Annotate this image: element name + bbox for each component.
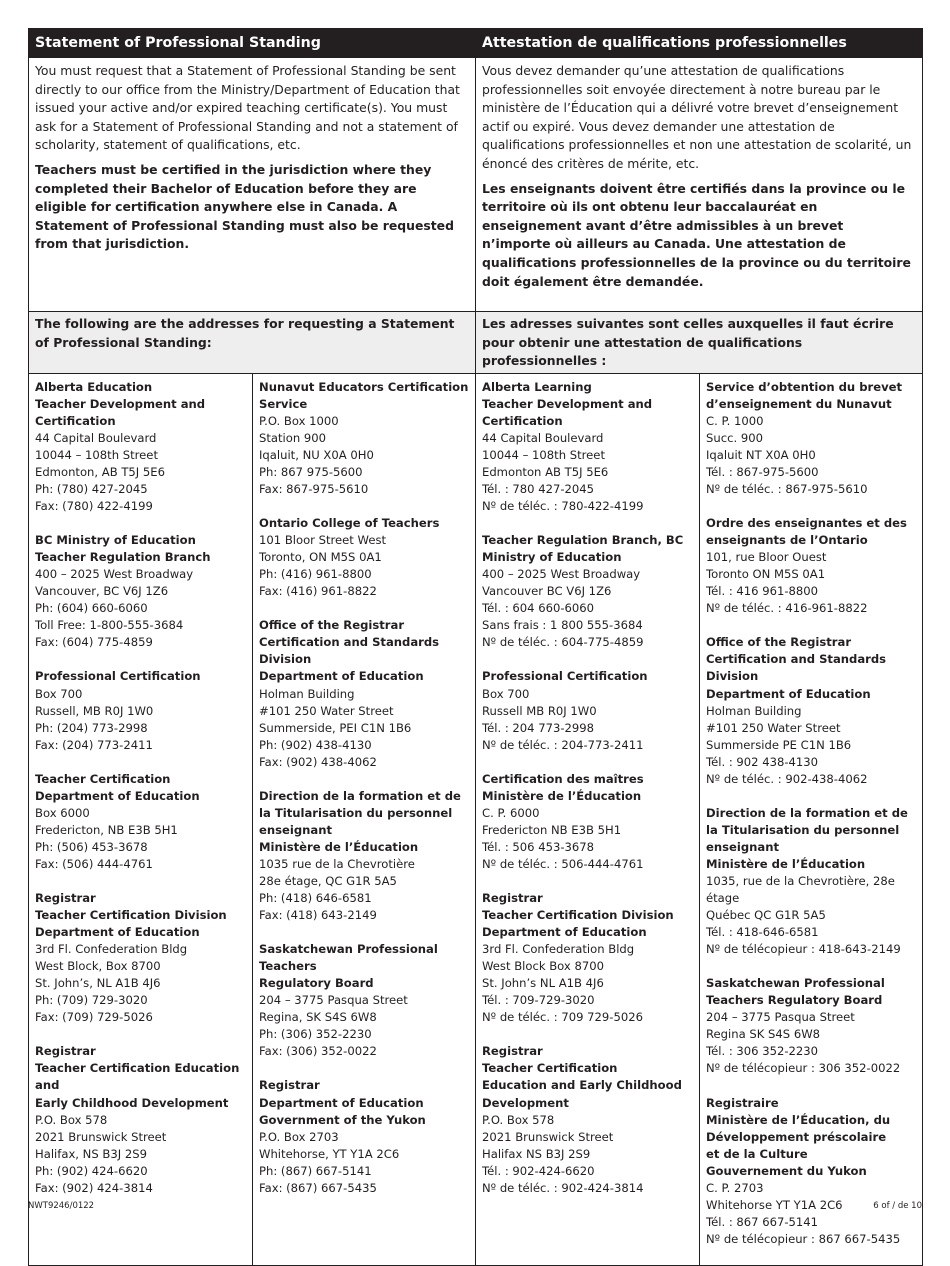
address-line: P.O. Box 578 <box>35 1112 108 1127</box>
address-block <box>259 788 469 924</box>
address-org-line: Registraire <box>706 1095 779 1110</box>
address-line: 3rd Fl. Confederation Bldg <box>35 942 188 957</box>
address-line: Ph: (902) 438-4130 <box>259 737 372 752</box>
address-line: Ph: (867) 667-5141 <box>259 1163 372 1178</box>
address-org-line: Department of Education <box>35 925 200 940</box>
address-block <box>482 668 693 753</box>
address-org-line: Saskatchewan Professional <box>706 976 885 991</box>
address-line: Ph: (506) 453-3678 <box>35 839 148 854</box>
address-org-line: Ordre des enseignantes et des <box>706 516 907 531</box>
address-org-line: Department of Education <box>259 669 424 684</box>
address-line: Whitehorse, YT Y1A 2C6 <box>259 1146 400 1161</box>
address-org-line: Service d’obtention du brevet <box>706 379 903 394</box>
address-org-line: Ministère de l’Éducation <box>259 839 419 854</box>
address-line: Ph: (780) 427-2045 <box>35 482 148 497</box>
address-line: Nº de téléc. : 604-775-4859 <box>482 635 644 650</box>
address-block <box>259 1077 469 1196</box>
address-block <box>706 634 916 787</box>
address-org-line: Professional Certification <box>35 669 201 684</box>
address-line: Fax: (604) 775-4859 <box>35 635 153 650</box>
intro-fr-bold-paragraph: Les enseignants doivent être certifiés dans la province ou le territoire où ils ont obtenu leur baccalauréat en enseignement avant d’être admissibles à un brevet n’importe où ailleurs au Canada. Une attestation de qualifications professionnelles de la province ou du territoire doit également être demandée. <box>482 180 911 289</box>
address-org-line: Professional Certification <box>482 669 648 684</box>
address-line: St. John’s, NL A1B 4J6 <box>35 976 161 991</box>
address-org-line: Teacher Certification Division <box>35 908 227 923</box>
address-line: Tél. : 204 773-2998 <box>482 720 595 735</box>
address-line: West Block, Box 8700 <box>35 959 161 974</box>
address-block <box>706 515 916 617</box>
address-line: Regina SK S4S 6W8 <box>706 1027 821 1042</box>
address-line: St. John’s NL A1B 4J6 <box>482 976 604 991</box>
address-line: Russell, MB R0J 1W0 <box>35 703 154 718</box>
address-line: Tél. : 867-975-5600 <box>706 465 819 480</box>
address-block <box>482 890 693 1026</box>
address-column-fr-1 <box>476 373 700 1265</box>
address-line: Ph: (902) 424-6620 <box>35 1163 148 1178</box>
address-line: Ph: (306) 352-2230 <box>259 1027 372 1042</box>
address-line: 3rd Fl. Confederation Bldg <box>482 942 635 957</box>
address-line: Box 700 <box>35 686 83 701</box>
address-line: Succ. 900 <box>706 430 763 445</box>
address-block <box>259 941 469 1060</box>
address-line: Box 700 <box>482 686 530 701</box>
address-org-line: Early Childhood Development <box>35 1095 229 1110</box>
address-line: C. P. 1000 <box>706 413 764 428</box>
address-org-line: Teacher Development and <box>35 396 206 411</box>
address-org-line: Teacher Certification Division <box>482 908 674 923</box>
address-org-line: Certification des maîtres <box>482 771 644 786</box>
address-line: P.O. Box 1000 <box>259 413 339 428</box>
address-org-line: Gouvernement du Yukon <box>706 1163 867 1178</box>
address-block <box>35 668 246 753</box>
intro-en <box>29 58 476 312</box>
address-line: Nº de téléc. : 416-961-8822 <box>706 601 868 616</box>
address-block <box>259 379 469 498</box>
address-org-line: Education and Early Childhood <box>482 1078 682 1093</box>
address-line: Ph: (709) 729-3020 <box>35 993 148 1008</box>
address-block <box>706 975 916 1077</box>
address-line: Tél. : 506 453-3678 <box>482 839 595 854</box>
address-org-line: Department of Education <box>259 1095 424 1110</box>
address-line: Nº de téléc. : 867-975-5610 <box>706 482 868 497</box>
address-line: Nº de téléc. : 506-444-4761 <box>482 856 644 871</box>
address-org-line: Certification and Standards Division <box>706 652 887 684</box>
address-org-line: Teacher Certification <box>482 1061 618 1076</box>
address-line: Iqaluit NT X0A 0H0 <box>706 447 816 462</box>
address-block <box>35 1043 246 1196</box>
address-line: 101 Bloor Street West <box>259 533 387 548</box>
address-line: 2021 Brunswick Street <box>35 1129 167 1144</box>
address-line: Vancouver BC V6J 1Z6 <box>482 584 612 599</box>
address-org-line: Service <box>259 396 308 411</box>
address-line: Edmonton, AB T5J 5E6 <box>35 465 165 480</box>
address-line: Regina, SK S4S 6W8 <box>259 1010 377 1025</box>
address-org-line: Développement préscolaire <box>706 1129 887 1144</box>
address-line: 44 Capital Boulevard <box>482 430 604 445</box>
address-line: 204 – 3775 Pasqua Street <box>706 1010 855 1025</box>
address-line: Nº de téléc. : 204-773-2411 <box>482 737 644 752</box>
address-line: Nº de télécopieur : 306 352-0022 <box>706 1061 901 1076</box>
address-org-line: Registrar <box>35 891 96 905</box>
page-number: 6 of / de 10 <box>873 1201 922 1211</box>
address-org-line: Certification and Standards Division <box>259 635 440 667</box>
intro-en-bold-paragraph: Teachers must be certified in the jurisdiction where they completed their Bachelor of Education before they are eligible for certification anywhere else in Canada. A Statement of Professional Standing must also be requested from that jurisdiction. <box>35 161 454 252</box>
address-line: P.O. Box 2703 <box>259 1129 339 1144</box>
address-line: P.O. Box 578 <box>482 1112 555 1127</box>
address-line: Fax: (709) 729-5026 <box>35 1010 153 1025</box>
address-line: #101 250 Water Street <box>706 720 841 735</box>
address-line: Halifax NS B3J 2S9 <box>482 1146 591 1161</box>
address-block <box>706 1095 916 1248</box>
address-org-line: Registrar <box>259 1078 320 1093</box>
address-column-en-1 <box>29 373 253 1265</box>
address-line: Ph: (204) 773-2998 <box>35 720 148 735</box>
addresses-heading-fr: Les adresses suivantes sont celles auxquelles il faut écrire pour obtenir une attestation de qualifications professionnelles : <box>476 312 923 374</box>
address-org-line: Direction de la formation et de <box>706 805 908 820</box>
address-org-line: Teacher Development and <box>482 396 653 411</box>
address-line: 1035, rue de la Chevrotière, 28e <box>706 874 895 888</box>
address-line: Tél. : 604 660-6060 <box>482 601 595 616</box>
address-org-line: Ministère de l’Éducation, du <box>706 1112 891 1127</box>
address-line: Fax: (204) 773-2411 <box>35 737 153 752</box>
address-line: C. P. 6000 <box>482 805 540 820</box>
address-org-line: et de la Culture <box>706 1146 808 1161</box>
address-org-line: Saskatchewan Professional Teachers <box>259 942 438 974</box>
address-line: Ph: (604) 660-6060 <box>35 601 148 616</box>
address-org-line: Ontario College of Teachers <box>259 516 440 531</box>
address-line: Tél. : 418-646-6581 <box>706 925 819 940</box>
address-line: Fredericton, NB E3B 5H1 <box>35 822 178 837</box>
address-line: Edmonton AB T5J 5E6 <box>482 465 609 480</box>
address-org-line: Alberta Education <box>35 379 153 394</box>
address-line: Sans frais : 1 800 555-3684 <box>482 618 643 633</box>
address-line: 44 Capital Boulevard <box>35 430 157 445</box>
address-org-line: la Titularisation du personnel <box>706 822 900 837</box>
address-line: Fax: (416) 961-8822 <box>259 584 377 599</box>
address-line: Fredericton NB E3B 5H1 <box>482 822 622 837</box>
address-line: C. P. 2703 <box>706 1180 764 1195</box>
address-line: Nº de téléc. : 709 729-5026 <box>482 1010 643 1025</box>
address-line: Ph: (418) 646-6581 <box>259 891 372 906</box>
address-line: 204 – 3775 Pasqua Street <box>259 993 408 1008</box>
address-line: Fax: (780) 422-4199 <box>35 499 153 514</box>
address-line: Station 900 <box>259 430 327 445</box>
address-org-line: Department of Education <box>35 788 200 803</box>
section-title-fr: Attestation de qualifications professionnelles <box>476 29 923 58</box>
address-org-line: Government of the Yukon <box>259 1112 426 1127</box>
address-line: Russell MB R0J 1W0 <box>482 703 597 718</box>
address-line: Halifax, NS B3J 2S9 <box>35 1146 147 1161</box>
address-line: Tél. : 902-424-6620 <box>482 1163 595 1178</box>
address-line: Tél. : 306 352-2230 <box>706 1044 819 1059</box>
address-org-line: Ministry of Education <box>482 550 622 565</box>
address-line: Nº de téléc. : 902-438-4062 <box>706 771 868 786</box>
intro-en-paragraph: You must request that a Statement of Professional Standing be sent directly to our office from the Ministry/Department of Education that issued your active and/or expired teaching certificate(s). You must ask for a Statement of Professional Standing and not a statement of scholarity, statement of qualifications, etc. <box>35 63 460 153</box>
address-org-line: Ministère de l’Éducation <box>482 788 642 803</box>
address-block <box>35 771 246 873</box>
address-block <box>35 890 246 1026</box>
address-org-line: enseignants de l’Ontario <box>706 533 868 548</box>
address-line: Fax: (506) 444-4761 <box>35 856 153 871</box>
address-line: Fax: (902) 438-4062 <box>259 754 377 769</box>
address-line: Whitehorse YT Y1A 2C6 <box>706 1197 843 1212</box>
address-line: Québec QC G1R 5A5 <box>706 908 826 923</box>
address-org-line: la Titularisation du personnel <box>259 805 453 820</box>
address-org-line: Office of the Registrar <box>259 618 405 633</box>
address-line: Holman Building <box>706 703 802 718</box>
address-line: Nº de téléc. : 780-422-4199 <box>482 499 644 514</box>
address-org-line: Alberta Learning <box>482 379 592 394</box>
address-org-line: Nunavut Educators Certification <box>259 379 469 394</box>
address-line: Nº de télécopieur : 418-643-2149 <box>706 942 901 957</box>
address-org-line: Ministère de l’Éducation <box>706 856 866 871</box>
address-line: Nº de télécopieur : 867 667-5435 <box>706 1231 901 1246</box>
address-org-line: d’enseignement du Nunavut <box>706 396 892 411</box>
form-page <box>28 28 922 1266</box>
address-block <box>706 805 916 958</box>
address-line: Ph: (416) 961-8800 <box>259 567 372 582</box>
address-line: 400 – 2025 West Broadway <box>482 567 641 582</box>
address-block <box>482 532 693 651</box>
address-line: Fax: 867-975-5610 <box>259 482 369 497</box>
intro-fr-paragraph: Vous devez demander qu’une attestation de qualifications professionnelles soit envoyée directement à notre bureau par le ministère de l’Éducation qui a délivré votre brevet d’enseignement actif ou expiré. Vous devez demander une attestation de qualifications professionnelles et non une attestation de scolarité, un énoncé des critères de mérite, etc. <box>482 63 912 171</box>
address-line: Nº de téléc. : 902-424-3814 <box>482 1180 644 1195</box>
address-line: Box 6000 <box>35 805 90 820</box>
address-line: Tél. : 780 427-2045 <box>482 482 595 497</box>
address-line: 10044 – 108th Street <box>482 447 605 462</box>
address-block <box>259 515 469 600</box>
address-line: Toronto, ON M5S 0A1 <box>259 550 382 565</box>
address-line: Tél. : 867 667-5141 <box>706 1214 819 1229</box>
address-line: Fax: (418) 643-2149 <box>259 908 377 923</box>
address-block <box>482 379 693 515</box>
address-org-line: Teacher Certification <box>35 771 171 786</box>
standing-table <box>28 28 923 1266</box>
address-line: Tél. : 902 438-4130 <box>706 754 819 769</box>
address-block <box>259 617 469 770</box>
address-line: Toll Free: 1-800-555-3684 <box>35 618 184 633</box>
address-line: Summerside, PEI C1N 1B6 <box>259 720 412 735</box>
address-line: Vancouver, BC V6J 1Z6 <box>35 584 169 599</box>
address-org-line: Department of Education <box>482 925 647 940</box>
form-number: NWT9246/0122 <box>28 1201 95 1211</box>
address-org-line: Development <box>482 1095 569 1110</box>
address-org-line: Direction de la formation et de <box>259 788 461 803</box>
address-line: Iqaluit, NU X0A 0H0 <box>259 447 374 462</box>
address-line: Ph: 867 975-5600 <box>259 465 363 480</box>
address-line: 10044 – 108th Street <box>35 447 158 462</box>
address-line: Toronto ON M5S 0A1 <box>706 567 826 582</box>
section-title-en: Statement of Professional Standing <box>29 29 476 58</box>
address-block <box>35 379 246 515</box>
intro-fr <box>476 58 923 312</box>
address-column-fr-2 <box>700 373 923 1265</box>
address-org-line: BC Ministry of Education <box>35 533 196 548</box>
address-line: Fax: (306) 352-0022 <box>259 1044 377 1059</box>
address-block <box>482 1043 693 1196</box>
address-org-line: enseignant <box>706 839 780 854</box>
address-line: 101, rue Bloor Ouest <box>706 550 827 565</box>
address-org-line: Department of Education <box>706 686 871 701</box>
address-line: Tél. : 416 961-8800 <box>706 584 819 599</box>
address-block <box>482 771 693 873</box>
address-line: 400 – 2025 West Broadway <box>35 567 194 582</box>
address-org-line: Registrar <box>482 891 543 905</box>
address-org-line: enseignant <box>259 822 333 837</box>
address-org-line: Certification <box>482 413 563 428</box>
address-line: 1035 rue de la Chevrotière <box>259 856 415 871</box>
address-org-line: Teacher Regulation Branch, BC <box>482 533 684 548</box>
address-org-line: Registrar <box>35 1044 96 1059</box>
address-line: Holman Building <box>259 686 355 701</box>
address-line: #101 250 Water Street <box>259 703 394 718</box>
address-org-line: Regulatory Board <box>259 976 374 991</box>
address-org-line: Office of the Registrar <box>706 635 852 650</box>
address-org-line: Certification <box>35 413 116 428</box>
address-column-en-2 <box>253 373 476 1265</box>
addresses-heading-en: The following are the addresses for requesting a Statement of Professional Standing: <box>29 312 476 374</box>
address-line: 2021 Brunswick Street <box>482 1129 614 1144</box>
address-line: Fax: (867) 667-5435 <box>259 1180 377 1195</box>
address-line: Summerside PE C1N 1B6 <box>706 737 852 752</box>
address-org-line: Teacher Certification Education and <box>35 1061 240 1093</box>
address-block <box>35 532 246 651</box>
address-block <box>706 379 916 498</box>
address-org-line: Registrar <box>482 1044 543 1059</box>
address-line: West Block Box 8700 <box>482 959 604 974</box>
address-org-line: Teacher Regulation Branch <box>35 550 211 565</box>
address-line: étage <box>706 891 740 906</box>
address-line: 28e étage, QC G1R 5A5 <box>259 874 397 888</box>
address-org-line: Teachers Regulatory Board <box>706 993 883 1008</box>
address-line: Fax: (902) 424-3814 <box>35 1180 153 1195</box>
address-line: Tél. : 709-729-3020 <box>482 993 595 1008</box>
